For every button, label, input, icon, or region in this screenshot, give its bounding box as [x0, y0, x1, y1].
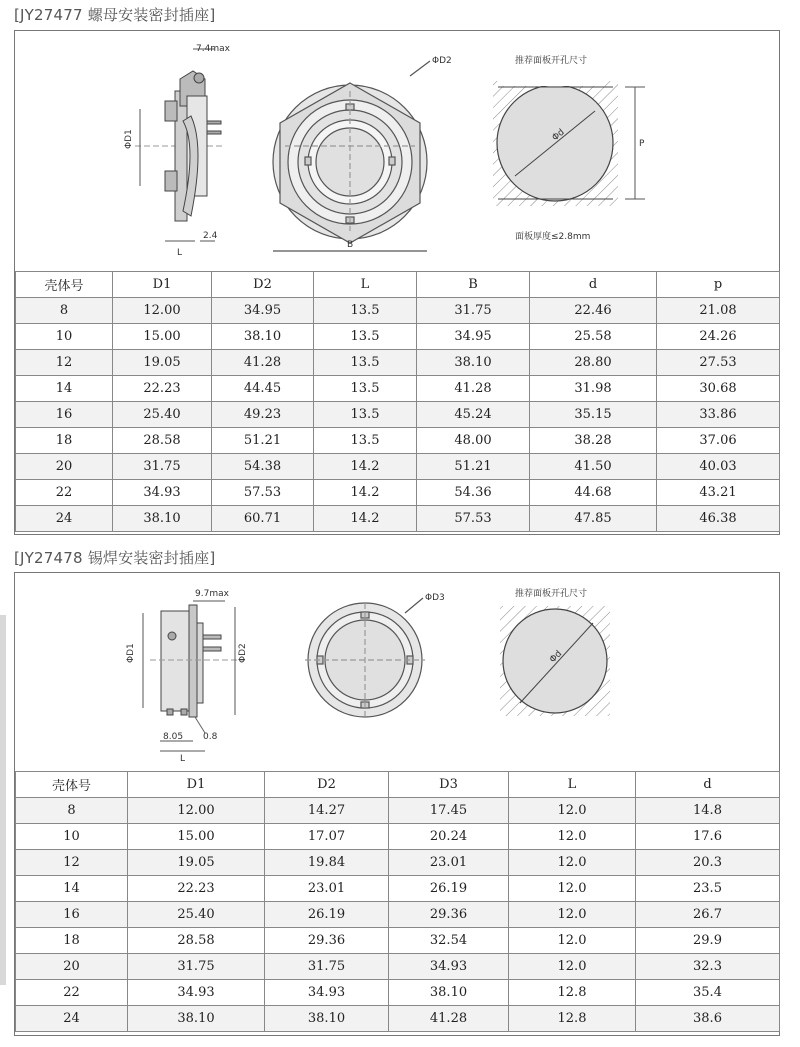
table-cell: 38.10	[113, 506, 212, 532]
section2-table	[15, 771, 780, 1032]
table-cell: 14.2	[314, 506, 417, 532]
table-cell: 14.2	[314, 454, 417, 480]
table-cell: 41.50	[530, 454, 657, 480]
table-cell: 26.7	[636, 902, 780, 928]
table-cell: 25.58	[530, 324, 657, 350]
table-cell: 13.5	[314, 376, 417, 402]
table-cell: 47.85	[530, 506, 657, 532]
table-cell: 16	[16, 402, 113, 428]
table-cell: 17.6	[636, 824, 780, 850]
table-cell: 23.5	[636, 876, 780, 902]
cutout-1	[493, 71, 645, 206]
table-cell: 29.9	[636, 928, 780, 954]
header-cell: L	[509, 772, 636, 798]
section1-title: [JY27477 螺母安装密封插座]	[14, 6, 216, 24]
side-view-1	[135, 49, 225, 241]
table-cell: 34.93	[389, 954, 509, 980]
table-cell: 13.5	[314, 428, 417, 454]
header-cell: D2	[212, 272, 314, 298]
table-cell: 19.05	[128, 850, 265, 876]
table-cell: 23.01	[265, 876, 389, 902]
table-cell: 20.24	[389, 824, 509, 850]
table-cell: 28.80	[530, 350, 657, 376]
cutout-title-2: 推荐面板开孔尺寸	[515, 589, 588, 599]
table-cell: 12.0	[509, 954, 636, 980]
table-cell: 28.58	[128, 928, 265, 954]
table-header-row	[16, 272, 780, 298]
table-cell: 54.38	[212, 454, 314, 480]
table-cell: 31.75	[113, 454, 212, 480]
table-cell: 41.28	[389, 1006, 509, 1032]
table-cell: 38.10	[212, 324, 314, 350]
table-cell: 17.45	[389, 798, 509, 824]
table-cell: 32.3	[636, 954, 780, 980]
dim-9-7max: 9.7max	[195, 589, 229, 599]
table-cell: 35.15	[530, 402, 657, 428]
table-cell: 54.36	[417, 480, 530, 506]
table-cell: 21.08	[657, 298, 780, 324]
header-cell: D2	[265, 772, 389, 798]
table-row	[16, 798, 780, 824]
table-cell: 13.5	[314, 402, 417, 428]
dim-8-05: 8.05	[163, 732, 184, 742]
dim-p: P	[639, 139, 645, 149]
table-cell: 13.5	[314, 324, 417, 350]
header-cell: D1	[128, 772, 265, 798]
header-cell: L	[314, 272, 417, 298]
table-cell: 40.03	[657, 454, 780, 480]
header-cell: 壳体号	[16, 772, 128, 798]
dim-l-side: L	[177, 248, 183, 258]
header-cell: B	[417, 272, 530, 298]
table-cell: 60.71	[212, 506, 314, 532]
table-cell: 12.0	[509, 876, 636, 902]
section1-drawing	[15, 31, 779, 271]
dim-0-8: 0.8	[203, 732, 218, 742]
table-cell: 22	[16, 980, 128, 1006]
table-cell: 51.21	[212, 428, 314, 454]
header-cell: D1	[113, 272, 212, 298]
table-cell: 24.26	[657, 324, 780, 350]
header-cell: d	[636, 772, 780, 798]
header-cell: D3	[389, 772, 509, 798]
table-row	[16, 402, 780, 428]
section2-panel	[14, 572, 780, 1036]
table-cell: 35.4	[636, 980, 780, 1006]
table-cell: 22.23	[128, 876, 265, 902]
table-row	[16, 954, 780, 980]
table-cell: 22.23	[113, 376, 212, 402]
table-cell: 24	[16, 1006, 128, 1032]
table-cell: 38.6	[636, 1006, 780, 1032]
table-cell: 32.54	[389, 928, 509, 954]
panel-thickness-note: 面板厚度≤2.8mm	[515, 232, 591, 242]
table-cell: 8	[16, 798, 128, 824]
table-cell: 29.36	[389, 902, 509, 928]
dim-2-4: 2.4	[203, 231, 218, 241]
table-cell: 25.40	[113, 402, 212, 428]
table-cell: 31.75	[265, 954, 389, 980]
table-cell: 15.00	[113, 324, 212, 350]
table-cell: 22.46	[530, 298, 657, 324]
table-cell: 34.93	[113, 480, 212, 506]
table-cell: 10	[16, 824, 128, 850]
table-cell: 20.3	[636, 850, 780, 876]
table-cell: 38.10	[128, 1006, 265, 1032]
section1-table	[15, 271, 780, 532]
table-cell: 41.28	[417, 376, 530, 402]
dim-l-side-2: L	[180, 754, 186, 764]
dim-d3: ΦD3	[425, 593, 445, 603]
table-cell: 12.0	[509, 902, 636, 928]
table-cell: 12.8	[509, 980, 636, 1006]
table-row	[16, 298, 780, 324]
table-row	[16, 980, 780, 1006]
table-cell: 38.10	[417, 350, 530, 376]
header-cell: p	[657, 272, 780, 298]
table-row	[16, 902, 780, 928]
dim-d1-side: ΦD1	[124, 129, 134, 149]
table-cell: 13.5	[314, 350, 417, 376]
section2-title: [JY27478 锡焊安装密封插座]	[14, 549, 216, 567]
table-row	[16, 350, 780, 376]
dim-d2: ΦD2	[432, 56, 452, 66]
dim-7-4max: 7.4max	[196, 44, 230, 54]
dim-d-cutout-2: Φd	[548, 649, 565, 666]
table-cell: 34.95	[212, 298, 314, 324]
table-cell: 14.2	[314, 480, 417, 506]
table-cell: 14.27	[265, 798, 389, 824]
table-cell: 19.84	[265, 850, 389, 876]
table-cell: 14	[16, 376, 113, 402]
table-cell: 24	[16, 506, 113, 532]
table-row	[16, 1006, 780, 1032]
table-cell: 26.19	[265, 902, 389, 928]
header-cell: d	[530, 272, 657, 298]
table-row	[16, 324, 780, 350]
table-cell: 27.53	[657, 350, 780, 376]
table-cell: 20	[16, 454, 113, 480]
header-cell: 壳体号	[16, 272, 113, 298]
table-cell: 38.28	[530, 428, 657, 454]
table-cell: 57.53	[417, 506, 530, 532]
table-cell: 46.38	[657, 506, 780, 532]
table-cell: 41.28	[212, 350, 314, 376]
table-cell: 15.00	[128, 824, 265, 850]
table-cell: 28.58	[113, 428, 212, 454]
table-cell: 12.00	[128, 798, 265, 824]
table-cell: 44.45	[212, 376, 314, 402]
table-cell: 22	[16, 480, 113, 506]
table-cell: 43.21	[657, 480, 780, 506]
table-cell: 19.05	[113, 350, 212, 376]
dim-d-cutout-1: Φd	[550, 127, 567, 144]
table-row	[16, 428, 780, 454]
table-cell: 13.5	[314, 298, 417, 324]
table-header-row	[16, 772, 780, 798]
table-row	[16, 850, 780, 876]
table-cell: 31.75	[128, 954, 265, 980]
table-cell: 44.68	[530, 480, 657, 506]
table-cell: 12.0	[509, 824, 636, 850]
table-cell: 49.23	[212, 402, 314, 428]
front-view-2	[305, 598, 425, 718]
table-cell: 12.0	[509, 798, 636, 824]
table-row	[16, 506, 780, 532]
table-cell: 18	[16, 928, 128, 954]
table-cell: 26.19	[389, 876, 509, 902]
table-cell: 18	[16, 428, 113, 454]
table-cell: 12.8	[509, 1006, 636, 1032]
dim-d1-side-2: ΦD1	[126, 643, 136, 663]
table-cell: 45.24	[417, 402, 530, 428]
table-row	[16, 376, 780, 402]
table-cell: 10	[16, 324, 113, 350]
table-cell: 12.0	[509, 850, 636, 876]
table-cell: 20	[16, 954, 128, 980]
table-cell: 12.0	[509, 928, 636, 954]
dim-d2-side-2: ΦD2	[238, 643, 248, 663]
table-cell: 31.75	[417, 298, 530, 324]
table-cell: 31.98	[530, 376, 657, 402]
table-cell: 57.53	[212, 480, 314, 506]
cutout-title-1: 推荐面板开孔尺寸	[515, 56, 588, 66]
table-cell: 34.95	[417, 324, 530, 350]
table-cell: 33.86	[657, 402, 780, 428]
table-cell: 8	[16, 298, 113, 324]
table-cell: 30.68	[657, 376, 780, 402]
side-view-2	[143, 601, 245, 751]
table-cell: 38.10	[389, 980, 509, 1006]
left-edge-strip	[0, 615, 6, 985]
table-row	[16, 824, 780, 850]
table-cell: 37.06	[657, 428, 780, 454]
dim-b: B	[347, 240, 354, 250]
front-view-1	[273, 61, 430, 251]
table-cell: 23.01	[389, 850, 509, 876]
section1-panel	[14, 30, 780, 535]
table-cell: 16	[16, 902, 128, 928]
table-cell: 34.93	[128, 980, 265, 1006]
table-cell: 48.00	[417, 428, 530, 454]
table-cell: 34.93	[265, 980, 389, 1006]
table-cell: 25.40	[128, 902, 265, 928]
table-cell: 14.8	[636, 798, 780, 824]
table-cell: 12	[16, 350, 113, 376]
section2-drawing	[15, 573, 779, 771]
table-cell: 17.07	[265, 824, 389, 850]
table-row	[16, 928, 780, 954]
table-cell: 12.00	[113, 298, 212, 324]
table-row	[16, 876, 780, 902]
table-cell: 14	[16, 876, 128, 902]
table-cell: 29.36	[265, 928, 389, 954]
table-row	[16, 480, 780, 506]
table-row	[16, 454, 780, 480]
table-cell: 12	[16, 850, 128, 876]
table-cell: 51.21	[417, 454, 530, 480]
table-cell: 38.10	[265, 1006, 389, 1032]
